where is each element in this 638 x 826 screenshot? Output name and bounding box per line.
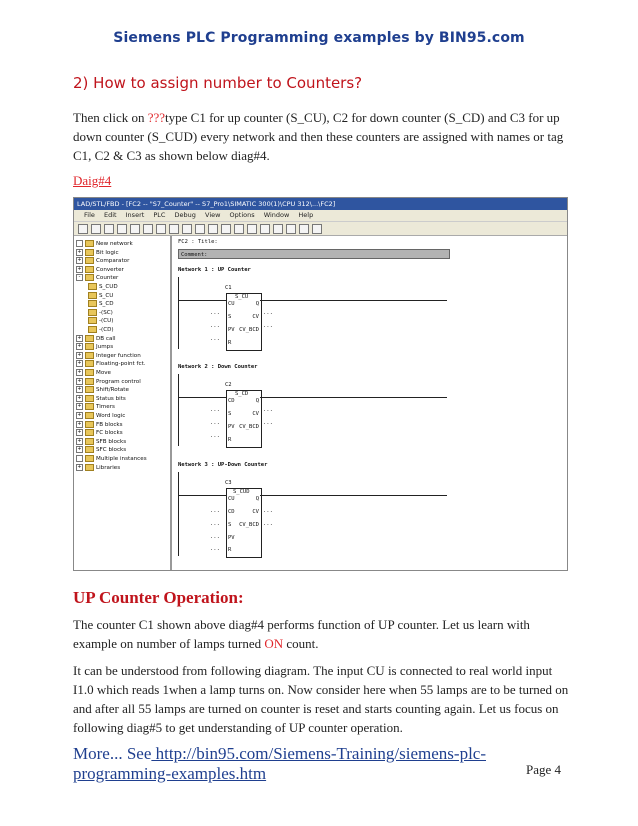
folder-icon [85, 257, 94, 264]
print-icon[interactable] [117, 224, 127, 234]
tree-item[interactable]: + DB call [77, 334, 116, 342]
expand-icon: + [77, 429, 82, 436]
expand-icon: + [77, 257, 82, 264]
folder-icon [85, 360, 94, 367]
editor-menubar [74, 210, 567, 222]
instances-icon [85, 455, 94, 462]
counter-block-s-cd[interactable]: S_CD CD Q S CV PV CV_BCD R [226, 390, 262, 448]
tree-item[interactable]: + FB blocks [77, 420, 123, 428]
tree-item[interactable]: + Word logic [77, 412, 126, 419]
network-1-title: Network 1 : UP Counter [178, 267, 251, 273]
menu-view[interactable]: View [205, 211, 221, 219]
folder-icon [85, 335, 94, 342]
tree-item[interactable]: + FC blocks [77, 429, 123, 437]
expand-icon: + [77, 248, 82, 255]
expand-icon: + [77, 446, 82, 453]
editor-toolbar [74, 222, 567, 236]
expand-icon: + [77, 420, 82, 427]
library-icon [85, 464, 94, 471]
tree-item[interactable]: + SFC blocks [77, 446, 127, 454]
coil-icon [88, 317, 97, 324]
footer-link[interactable]: http://bin95.com/Siemens-Training/siemens-plc-programming-examples.htm [73, 744, 486, 783]
wire [178, 397, 226, 398]
network-icon [85, 240, 94, 247]
menu-insert[interactable]: Insert [125, 211, 145, 219]
intro-text-1: Then click on [73, 110, 148, 125]
wire [260, 300, 447, 301]
tree-item[interactable]: + Libraries [77, 463, 121, 471]
folder-icon [85, 395, 94, 402]
tree-item[interactable]: -(SC) [88, 309, 113, 317]
tree-item[interactable]: - Counter [76, 274, 118, 282]
wire [178, 300, 226, 301]
tree-item[interactable]: + SFB blocks [77, 437, 127, 445]
folder-icon [85, 446, 94, 453]
coil-icon [88, 326, 97, 333]
wire [260, 495, 447, 496]
menu-options[interactable]: Options [229, 211, 255, 219]
expand-icon: + [77, 412, 82, 418]
expand-icon [76, 455, 83, 462]
tree-item[interactable]: + Comparator [77, 257, 130, 265]
up-counter-paragraph-1: The counter C1 shown above diag#4 performs function of UP counter. Let us learn with example on number of lamps turned ON count. [73, 617, 530, 651]
download-icon[interactable] [169, 224, 179, 234]
box-icon[interactable] [273, 224, 283, 234]
expand-icon: + [77, 334, 82, 341]
menu-edit[interactable]: Edit [103, 211, 117, 219]
lad-editor-screenshot [73, 197, 568, 571]
folder-icon [85, 403, 94, 410]
folder-icon [85, 274, 94, 281]
ladder-editor[interactable]: FC2 : Title: Comment: Network 1 : UP Counter C1 S_CU CU Q S CV PV CV_BCD R ... ... ... ... ... Network 2 : Down Counter C2 S_CD CD Q S CV PV CV_BCD R ... ... ... ... ... Network 3 : UP-Down Counter C3 S_CUD CU Q CD CV S CV_BCD PV R ... ... ... ... ... ... [174, 236, 567, 570]
up-counter-heading: UP Counter Operation: [73, 588, 244, 607]
on-highlight: ON [264, 636, 284, 651]
open-icon[interactable] [91, 224, 101, 234]
counter-block-s-cud[interactable]: S_CUD CU Q CD CV S CV_BCD PV R [226, 488, 262, 558]
editor-titlebar: LAD/STL/FBD - [FC2 -- "S7_Counter" -- S7_Pro1\SIMATIC 300(1)\CPU 312\...\FC2] [74, 198, 567, 210]
fc-title: FC2 : Title: [178, 239, 218, 245]
tree-item[interactable]: + Integer function [77, 351, 141, 359]
tree-item[interactable]: + Jumps [77, 343, 114, 351]
monitor-icon[interactable] [195, 224, 205, 234]
expand-icon: + [77, 437, 82, 444]
branch-close-icon[interactable] [299, 224, 309, 234]
counter-tag: C3 [225, 480, 232, 486]
tree-item[interactable]: + Status bits [77, 394, 126, 402]
expand-icon: + [77, 463, 82, 470]
expand-icon: + [77, 403, 82, 410]
intro-qmarks: ??? [147, 110, 166, 125]
folder-icon [85, 369, 94, 376]
diagram-label: Daig#4 [73, 173, 112, 188]
branch-open-icon[interactable] [286, 224, 296, 234]
expand-icon: + [77, 369, 82, 375]
tree-item[interactable]: S_CD [88, 300, 114, 308]
tree-item[interactable]: -(CD) [88, 326, 114, 334]
folder-icon [85, 421, 94, 428]
tree-item[interactable]: + Timers [77, 403, 115, 411]
tree-item[interactable]: + Bit logic [77, 248, 119, 256]
contact-nc-icon[interactable] [247, 224, 257, 234]
block-icon [88, 283, 97, 290]
power-rail [178, 472, 179, 556]
cut-icon[interactable] [130, 224, 140, 234]
counter-block-s-cu[interactable]: S_CU CU Q S CV PV CV_BCD R [226, 293, 262, 351]
upload-icon[interactable] [182, 224, 192, 234]
tree-item[interactable]: New network [76, 240, 133, 248]
expand-icon [76, 240, 83, 247]
page-number: Page 4 [526, 762, 562, 777]
expand-icon: - [76, 274, 83, 281]
coil-icon [88, 309, 97, 316]
power-rail [178, 277, 179, 349]
folder-icon [85, 266, 94, 273]
block-icon [88, 300, 97, 307]
expand-icon: + [77, 351, 82, 358]
expand-icon: + [77, 394, 82, 401]
footer-more: More... See http://bin95.com/Siemens-Training/siemens-plc-programming-examples.htm [73, 744, 486, 783]
counter-tag: C1 [225, 285, 232, 291]
program-elements-tree [74, 236, 172, 570]
save-icon[interactable] [104, 224, 114, 234]
redo-icon[interactable] [221, 224, 231, 234]
expand-icon: + [77, 377, 82, 384]
contact-no-icon[interactable] [234, 224, 244, 234]
section-heading: 2) How to assign number to Counters? [73, 74, 363, 92]
menu-help[interactable]: Help [298, 211, 314, 219]
tree-item[interactable]: + Move [77, 369, 112, 376]
copy-icon[interactable] [143, 224, 153, 234]
tree-item[interactable]: + Floating-point fct. [77, 360, 146, 368]
intro-text-2: type C1 for up counter (S_CU), C2 for down counter (S_CD) and C3 for up down counter (S_CUD) every network and then these counters are assigned with names or tag C1, C2 & C3 as shown below diag#4. [73, 110, 564, 163]
intro-paragraph [73, 108, 573, 165]
folder-icon [85, 343, 94, 350]
menu-window[interactable]: Window [263, 211, 290, 219]
network-3-title: Network 3 : UP-Down Counter [178, 462, 268, 468]
new-icon[interactable] [78, 224, 88, 234]
counter-tag: C2 [225, 382, 232, 388]
tree-item[interactable]: S_CUD [88, 283, 118, 291]
expand-icon: + [77, 386, 82, 393]
folder-icon [85, 378, 94, 385]
wire [178, 495, 226, 496]
folder-icon [85, 429, 94, 436]
menu-debug[interactable]: Debug [174, 211, 196, 219]
tree-item[interactable]: Multiple instances [76, 455, 147, 463]
expand-icon: + [77, 265, 82, 272]
page-header: Siemens PLC Programming examples by BIN95.com [113, 30, 525, 46]
folder-icon [85, 386, 94, 393]
up-counter-paragraph-2: It can be understood from following diagram. The input CU is connected to real world input I1.0 which reads 1when a lamp turns on. Now consider here when 55 lamps are to be turned on and after all 55 lamps are turned on counter is reset and starts counting again. Let us focus on following diag#5 to get understanding of UP counter operation. [73, 663, 569, 735]
power-rail [178, 374, 179, 446]
tree-item[interactable]: + Shift/Rotate [77, 386, 129, 394]
help-icon[interactable] [312, 224, 322, 234]
paste-icon[interactable] [156, 224, 166, 234]
folder-icon [85, 352, 94, 359]
menu-plc[interactable]: PLC [153, 211, 166, 219]
folder-icon [85, 249, 94, 256]
expand-icon: + [77, 360, 82, 367]
tree-item[interactable]: + Program control [77, 377, 141, 385]
coil-icon[interactable] [260, 224, 270, 234]
folder-icon [85, 412, 94, 419]
undo-icon[interactable] [208, 224, 218, 234]
tree-item[interactable]: S_CU [88, 292, 113, 300]
network-2-title: Network 2 : Down Counter [178, 364, 258, 370]
wire [260, 397, 447, 398]
folder-icon [85, 438, 94, 445]
fc-comment[interactable]: Comment: [178, 249, 450, 259]
menu-file[interactable]: File [84, 211, 95, 219]
expand-icon: + [77, 343, 82, 350]
tree-item[interactable]: -(CU) [88, 317, 113, 325]
tree-item[interactable]: + Converter [77, 265, 124, 273]
block-icon [88, 292, 97, 299]
